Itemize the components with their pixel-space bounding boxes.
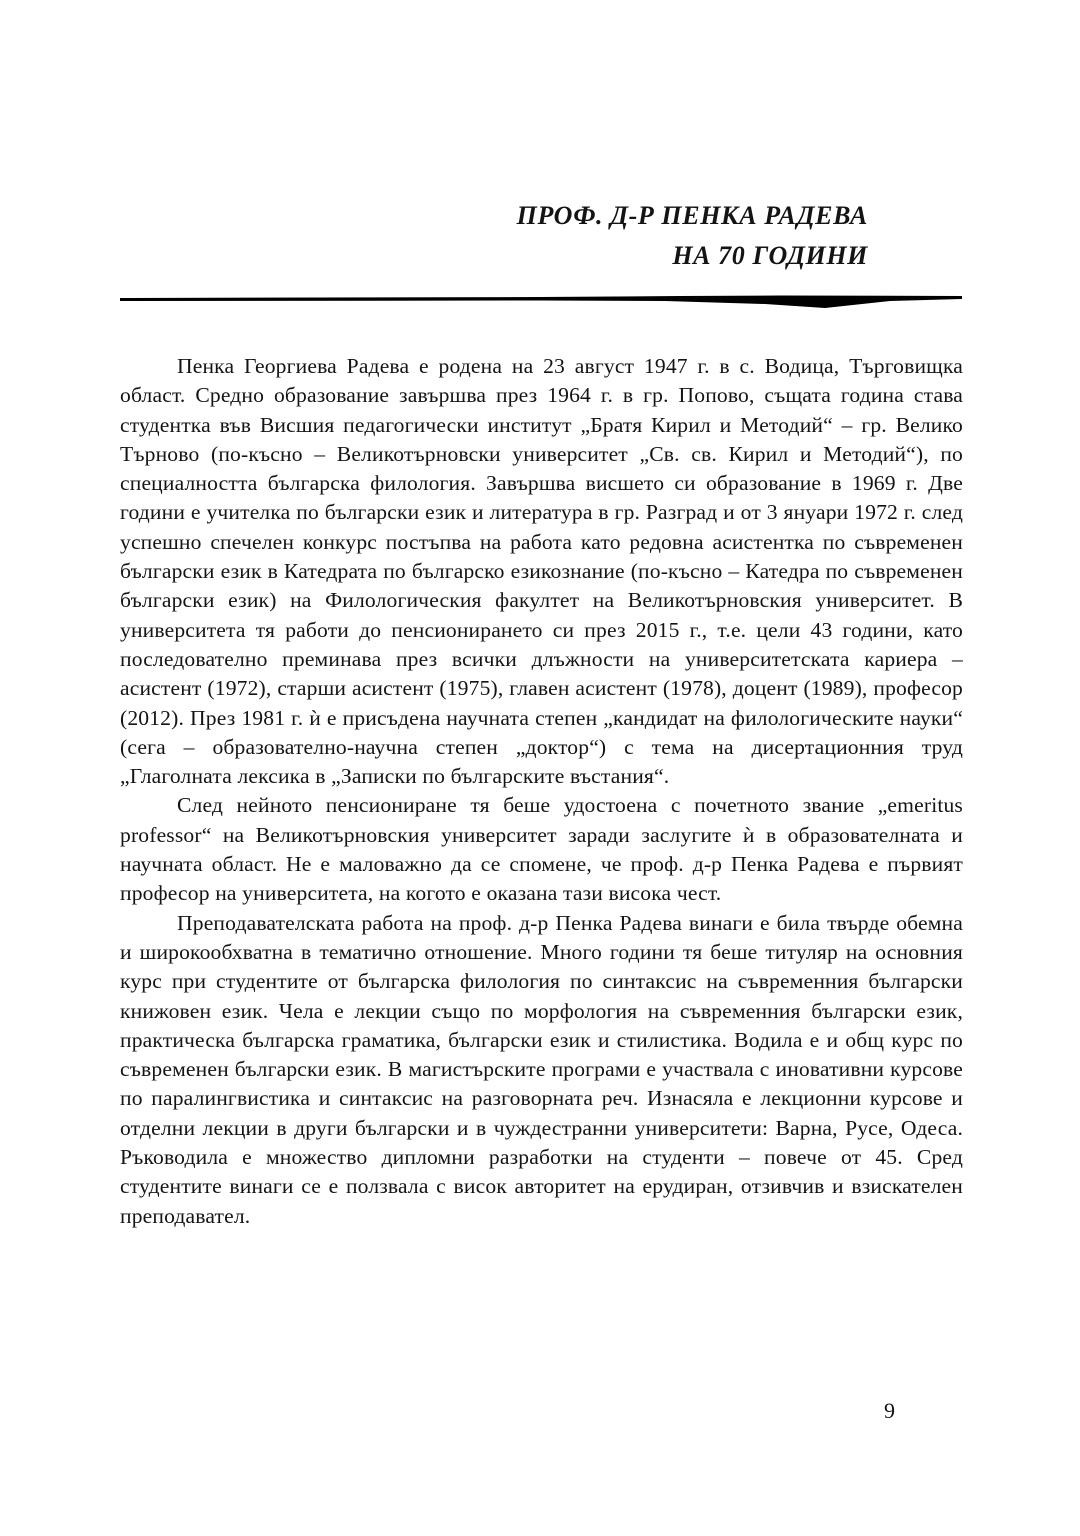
article-title-line2: НА 70 ГОДИНИ [672, 241, 868, 270]
paragraph-2: След нейното пенсиониране тя беше удостоена с почетното звание „emeritus professor“ на Великотърновския университет заради заслугите ѝ в образователната и научната област. Не е маловажно да се спомене, че проф. д-р Пенка Радева е първият професор на университета, на когото е оказана тази висока чест. [120, 793, 963, 906]
article-body [120, 352, 963, 1231]
article-title-line1: ПРОФ. Д-Р ПЕНКА РАДЕВА [516, 201, 868, 230]
paragraph-1: Пенка Георгиева Радева е родена на 23 август 1947 г. в с. Водица, Търговищка област. Средно образование завършва през 1964 г. в гр. Попово, същата година става студентка във Висшия педагогически институт „Братя Кирил и Методий“ – гр. Велико Търново (по-късно – Великотърновски университет „Св. св. Кирил и Методий“), по специалността българска филология. Завършва висшето си образование в 1969 г. Две години е учителка по български език и литература в гр. Разград и от 3 януари 1972 г. след успешно спечелен конкурс постъпва на работа като редовна асистентка по съвременен български език в Катедрата по българско езикознание (по-късно – Катедра по съвременен български език) на Филологическия факултет на Великотърновския университет. В университета тя работи до пенсионирането си през 2015 г., т.е. цели 43 години, като последователно преминава през всички длъжности на университетската кариера – асистент (1972), старши асистент (1975), главен асистент (1978), доцент (1989), професор (2012). През 1981 г. ѝ е присъдена научната степен „кандидат на филологическите науки“ (сега – образователно-научна степен „доктор“) с тема на дисертационния труд „Глаголната лексика в „Записки по българските въстания“. [120, 354, 963, 789]
article-title [517, 196, 868, 276]
page-number: 9 [884, 1398, 895, 1423]
paragraph-3: Преподавателската работа на проф. д-р Пенка Радева винаги е била твърде обемна и широкообхватна в тематично отношение. Много години тя беше титуляр на основния курс при студентите от българска филология по синтаксис на съвременния български книжовен език. Чела е лекции също по морфология на съвременния български език, практическа българска граматика, български език и стилистика. Водила е и общ курс по съвременен български език. В магистърските програми е участвала с иновативни курсове по паралингвистика и синтаксис на разговорната реч. Изнасяла е лекционни курсове и отделни лекции в други български и в чуждестранни университети: Варна, Русе, Одеса. Ръководила е множество дипломни разработки на студенти – повече от 45. Сред студентите винаги се е ползвала с висок авторитет на ерудиран, отзивчив и взискателен преподавател. [120, 910, 963, 1228]
decorative-rule [120, 293, 962, 311]
